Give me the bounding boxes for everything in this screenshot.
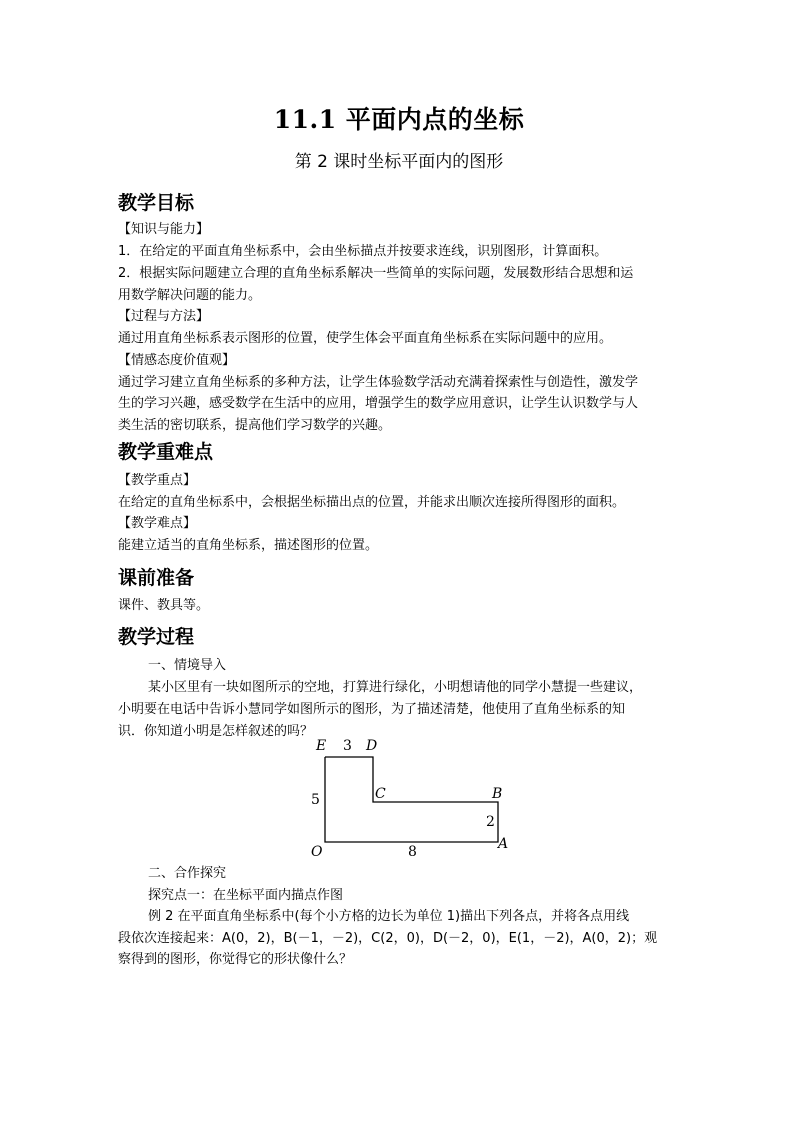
difficulty-label: 【教学难点】 xyxy=(118,516,197,531)
intro-text-a: 某小区里有一块如图所示的空地，打算进行绿化，小明想请他的同学小慧提一些建议， xyxy=(148,680,643,695)
focus-text: 在给定的直角坐标系中，会根据坐标描出点的位置，并能求出顺次连接所得图形的面积。 xyxy=(118,495,626,510)
dim-left: 5 xyxy=(311,792,320,808)
prep-text: 课件、教具等。 xyxy=(118,598,210,613)
intro-text-c: 识．你知道小明是怎样叙述的吗？ xyxy=(118,724,314,739)
process-text: 通过用直角坐标系表示图形的位置，使学生体会平面直角坐标系在实际问题中的应用。 xyxy=(118,331,613,346)
attitude-label: 【情感态度价值观】 xyxy=(118,353,236,368)
attitude-text-c: 类生活的密切联系，提高他们学习数学的兴趣。 xyxy=(118,418,392,433)
difficulty-text: 能建立适当的直角坐标系，描述图形的位置。 xyxy=(118,538,379,553)
part1-heading: 一、情境导入 xyxy=(148,658,227,673)
dim-right: 2 xyxy=(486,814,495,830)
page-subtitle: 第 2 课时坐标平面内的图形 xyxy=(294,152,504,172)
page-title: 11.1 平面内点的坐标 xyxy=(273,105,525,134)
heading-prep: 课前准备 xyxy=(118,567,195,589)
attitude-text-a: 通过学习建立直角坐标系的多种方法，让学生体验数学活动充满着探索性与创造性，激发学 xyxy=(118,375,639,390)
lshape-figure xyxy=(308,736,518,866)
label-o: O xyxy=(311,844,323,860)
intro-text-b: 小明要在电话中告诉小慧同学如图所示的图形，为了描述清楚，他使用了直角坐标系的知 xyxy=(118,702,626,717)
heading-key: 教学重难点 xyxy=(118,441,214,463)
label-c: C xyxy=(375,786,386,802)
part2-heading: 二、合作探究 xyxy=(148,866,227,881)
heading-goals: 教学目标 xyxy=(118,192,195,214)
dim-top: 3 xyxy=(343,738,352,754)
label-d: D xyxy=(366,738,378,754)
label-e: E xyxy=(316,738,327,754)
knowledge-label: 【知识与能力】 xyxy=(118,222,210,237)
knowledge-item-1: 1．在给定的平面直角坐标系中，会由坐标描点并按要求连线，识别图形，计算面积。 xyxy=(118,244,608,259)
knowledge-item-2a: 2．根据实际问题建立合理的直角坐标系解决一些简单的实际问题，发展数形结合思想和运 xyxy=(118,266,634,281)
example-text-a: 例 2 在平面直角坐标系中(每个小方格的边长为单位 1)描出下列各点，并将各点用线 xyxy=(148,909,630,924)
dim-bottom: 8 xyxy=(408,844,417,860)
lshape-outline xyxy=(325,757,498,842)
example-text-b: 段依次连接起来：A(0，2)，B(－1，－2)，C(2，0)，D(－2，0)，E(1，－2)，A(0，2)；观 xyxy=(118,931,658,946)
process-label: 【过程与方法】 xyxy=(118,309,210,324)
explore1-heading: 探究点一：在坐标平面内描点作图 xyxy=(148,888,344,903)
heading-process: 教学过程 xyxy=(118,626,195,648)
example-text-c: 察得到的图形，你觉得它的形状像什么？ xyxy=(118,952,353,967)
label-b: B xyxy=(492,786,503,802)
attitude-text-b: 生的学习兴趣，感受数学在生活中的应用，增强学生的数学应用意识，让学生认识数学与人 xyxy=(118,396,639,411)
label-a: A xyxy=(498,836,509,852)
focus-label: 【教学重点】 xyxy=(118,473,197,488)
knowledge-item-2b: 用数学解决问题的能力。 xyxy=(118,288,262,303)
